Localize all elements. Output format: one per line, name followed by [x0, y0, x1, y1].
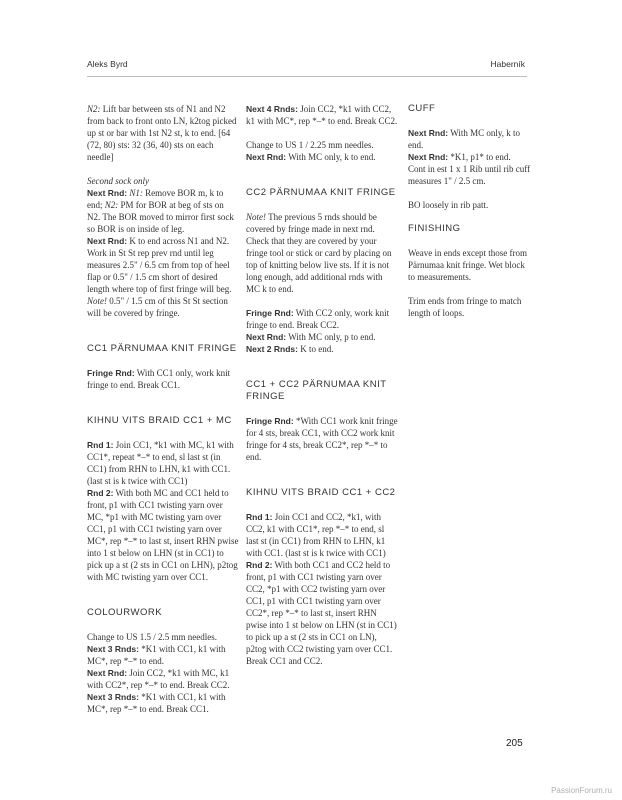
step-label: Next 3 Rnds:: [87, 644, 139, 654]
step-text: With MC only, p to end.: [288, 332, 376, 342]
needle-change: Change to US 1 / 2.25 mm needles.: [246, 140, 374, 150]
weave-ends-instruction: Weave in ends except those from Pärnumaa knit fringe. Wet block to measurements.: [408, 248, 527, 282]
step-text: *K1 with CC1, k1 with MC*, rep *–* to end. Break CC1.: [87, 692, 226, 714]
step-label: Rnd 1:: [87, 440, 114, 450]
section-heading-kihnu-cc1-cc2: KIHNU VITS BRAID CC1 + CC2: [246, 487, 396, 498]
purl-step: [246, 331, 398, 343]
step-text: With CC2 only, work knit fringe to end. Break CC2.: [246, 308, 390, 330]
colourwork-step-3: [87, 691, 239, 715]
kihnu1-rnd2: [87, 487, 239, 583]
step-text: With MC only, k to end.: [288, 152, 376, 162]
step-label: Next Rnd:: [246, 152, 287, 162]
site-watermark: PassionForum.ru: [551, 786, 612, 795]
kihnu2-rnd2: [246, 559, 398, 667]
step-label: Next Rnd:: [246, 332, 287, 342]
page-number: 205: [506, 738, 523, 749]
header-rule: [87, 76, 527, 77]
running-header-author: Aleks Byrd: [87, 59, 128, 69]
note-text: The previous 5 rnds should be covered by fringe made in next rnd. Check that they are covered by your fringe tool or stick or card by placing on top of knitting below live sts. If it is not long enough, add additional rnds with MC k to end.: [246, 212, 392, 294]
colourwork-step-1: [87, 643, 239, 667]
step-label: Rnd 1:: [246, 512, 273, 522]
section-heading-kihnu-cc1-mc: KIHNU VITS BRAID CC1 + MC: [87, 415, 232, 426]
cuff-rib-instruction: Cont in est 1 x 1 Rib until rib cuff measures 1" / 2.5 cm.: [408, 164, 531, 186]
step-text: With both CC1 and CC2 held to front, p1 with CC1 twisting yarn over CC2, *p1 with CC2 twisting yarn over CC1, p1 with CC1 twisting yarn over CC2*, rep *–* to last st, insert RHN pwise into 1 st below on LHN (st in CC1) to pick up a st (2 sts in CC1 on LN), p2tog with CC2 twisting yarn over CC1. Break CC1 and CC2.: [246, 560, 397, 666]
needle-change: Change to US 1.5 / 2.5 mm needles.: [87, 632, 217, 642]
n2-label: N2:: [87, 104, 101, 114]
colourwork-step-4: [246, 103, 398, 127]
section-heading-cuff: CUFF: [408, 103, 436, 114]
step-label: Fringe Rnd:: [87, 368, 135, 378]
trim-instruction: Trim ends from fringe to match length of loops.: [408, 296, 522, 318]
n2-label-2: N2:: [104, 200, 119, 210]
mc-knit-step: [246, 151, 398, 163]
column-2: [246, 103, 398, 667]
cuff-step-1: [408, 127, 533, 151]
step-text: *K1 with CC1, k1 with MC*, rep *–* to end.: [87, 644, 226, 666]
section-heading-cc1-fringe: CC1 PÄRNUMAA KNIT FRINGE: [87, 343, 237, 354]
step-text-2: PM for BOR at beg of sts on N2. The BOR moved to mirror first sock so BOR is on inside of leg.: [87, 200, 234, 234]
step-label: Next 2 Rnds:: [246, 344, 298, 354]
bind-off-instruction: BO loosely in rib patt.: [408, 200, 489, 210]
step-label: Next Rnd:: [87, 188, 128, 198]
section-heading-finishing: FINISHING: [408, 223, 461, 234]
note-text: 0.5" / 1.5 cm of this St St section will be covered by fringe.: [87, 296, 228, 318]
step-text: Join CC1, *k1 with MC, k1 with CC1*, repeat *–* to end, sl last st (in CC1) from RHN to LHN, k1 with CC1. (last st is k twice with CC1): [87, 440, 234, 486]
second-sock-subheading: Second sock only: [87, 176, 149, 186]
n1-label: N1:: [129, 188, 143, 198]
colourwork-step-2: [87, 667, 239, 691]
column-1: [87, 103, 239, 715]
step-label: Rnd 2:: [246, 560, 273, 570]
second-sock-step: [87, 187, 239, 235]
cuff-step-2: [408, 151, 533, 163]
note-label: Note!: [246, 212, 266, 222]
section-heading-cc2-fringe: CC2 PÄRNUMAA KNIT FRINGE: [246, 187, 396, 198]
step-text: With both MC and CC1 held to front, p1 with CC1 twisting yarn over MC, *p1 with MC twisting yarn over CC1, p1 with CC1 twisting yarn over MC*, rep *–* to last st, insert RHN pwise into 1 st below on LHN (st in CC1) to pick up a st (2 sts in CC1 on LHN), p2tog with MC twisting yarn over CC1.: [87, 488, 239, 582]
step-label: Next 4 Rnds:: [246, 104, 298, 114]
step-label: Fringe Rnd:: [246, 308, 294, 318]
n2-text: Lift bar between sts of N1 and N2 from back to front onto LN, k2tog picked up st or bar with 1st N2 st, k to end. [64 (72, 80) sts: 32 (36, 40) sts on each needle]: [87, 104, 237, 162]
step-label: Next Rnd:: [87, 236, 128, 246]
step-text: Remove BOR m, k to end;: [87, 188, 224, 210]
step-label: Next Rnd:: [408, 152, 449, 162]
n2-paragraph: [87, 103, 239, 163]
running-header-pattern-name: Haberník: [490, 59, 525, 69]
step-label: Rnd 2:: [87, 488, 114, 498]
step-label: Next 3 Rnds:: [87, 692, 139, 702]
kihnu2-rnd1: [246, 511, 398, 559]
step-label: Next Rnd:: [87, 668, 128, 678]
step-label: Fringe Rnd:: [246, 416, 294, 426]
cc2-fringe-step: [246, 307, 398, 331]
step-text: Join CC1 and CC2, *k1, with CC2, k1 with CC1*, rep *–* to end, sl last st (in CC1) from RHN to LHN, k1 with CC1. (last st is k twice with CC1): [246, 512, 386, 558]
step-text: Join CC2, *k1 with MC, k1 with CC2*, rep *–* to end. Break CC2.: [87, 668, 230, 690]
fringe-step: [87, 367, 239, 391]
section-heading-colourwork: COLOURWORK: [87, 607, 163, 618]
step-text: *With CC1 work knit fringe for 4 sts, break CC1, with CC2 work knit fringe for 4 sts, break CC2*, rep *–* to end.: [246, 416, 398, 462]
leg-step: [87, 235, 239, 319]
cc12-fringe-step: [246, 415, 398, 463]
note-label: Note!: [87, 296, 107, 306]
step-text: K to end.: [300, 344, 334, 354]
step-text: With CC1 only, work knit fringe to end. Break CC1.: [87, 368, 231, 390]
kihnu1-rnd1: [87, 439, 239, 487]
knit-two-rounds-step: [246, 343, 398, 355]
section-heading-cc1-cc2-fringe: CC1 + CC2 PÄRNUMAA KNIT FRINGE: [246, 379, 387, 402]
cc2-note: [246, 211, 398, 295]
column-3: [408, 103, 533, 331]
step-text: *K1, p1* to end.: [450, 152, 511, 162]
step-text: K to end across N1 and N2. Work in St St rep prev rnd until leg measures 2.5" / 6.5 cm from top of heel flap or 0.5" / 1.5 cm short of desired length where top of first fringe will beg.: [87, 236, 232, 294]
step-text: Join CC2, *k1 with CC2, k1 with MC*, rep *–* to end. Break CC2.: [246, 104, 398, 126]
step-label: Next Rnd:: [408, 128, 449, 138]
step-text: With MC only, k to end.: [408, 128, 521, 150]
